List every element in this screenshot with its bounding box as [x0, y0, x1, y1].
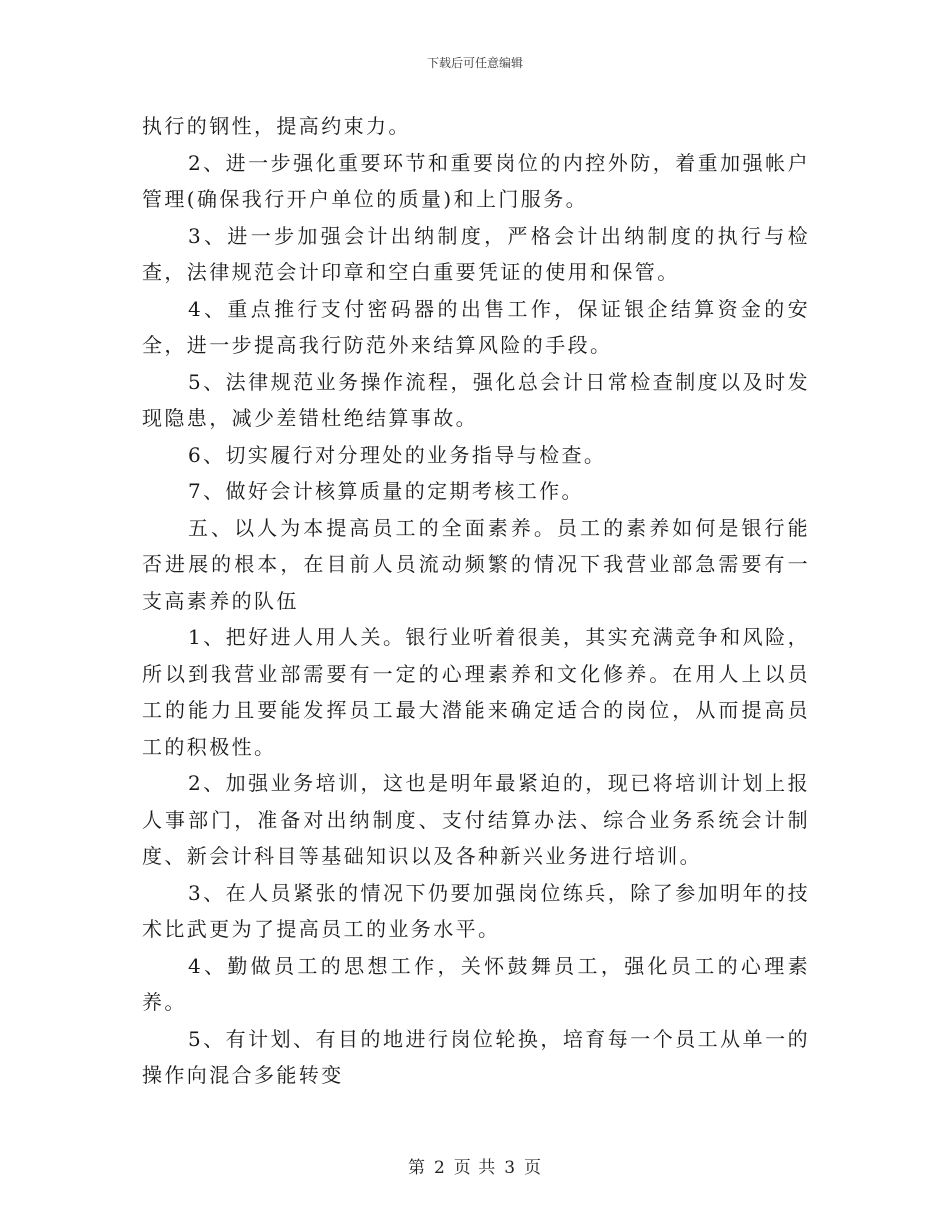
paragraph: 5、有计划、有目的地进行岗位轮换，培育每一个员工从单一的操作向混合多能转变 — [142, 1026, 810, 1087]
paragraph: 2、进一步强化重要环节和重要岗位的内控外防，着重加强帐户管理(确保我行开户单位的质量)和上门服务。 — [142, 150, 810, 211]
footer-total-pages: 3 — [504, 1158, 517, 1178]
footer-suffix: 页 — [524, 1158, 543, 1178]
paragraph: 6、切实履行对分理处的业务指导与检查。 — [188, 442, 607, 467]
paragraph: 3、进一步加强会计出纳制度，严格会计出纳制度的执行与检查，法律规范会计印章和空白重要凭证的使用和保管。 — [142, 223, 810, 284]
paragraph: 4、勤做员工的思想工作，关怀鼓舞员工，强化员工的心理素养。 — [142, 953, 810, 1014]
paragraph: 1、把好进人用人关。银行业听着很美，其实充满竞争和风险，所以到我营业部需要有一定的心理素养和文化修养。在用人上以员工的能力且要能发挥员工最大潜能来确定适合的岗位，从而提高员工的积极性。 — [142, 625, 810, 759]
paragraph: 7、做好会计核算质量的定期考核工作。 — [188, 479, 584, 503]
paragraph: 4、重点推行支付密码器的出售工作，保证银企结算资金的安全，进一步提高我行防范外来结算风险的手段。 — [142, 296, 810, 357]
paragraph: 2、加强业务培训，这也是明年最紧迫的，现已将培训计划上报人事部门，准备对出纳制度、支付结算办法、综合业务系统会计制度、新会计科目等基础知识以及各种新兴业务进行培训。 — [142, 771, 810, 868]
footer-middle: 页 共 — [453, 1158, 497, 1178]
paragraph: 3、在人员紧张的情况下仍要加强岗位练兵，除了参加明年的技术比武更为了提高员工的业务水平。 — [142, 880, 810, 941]
section-heading-paragraph: 五、以人为本提高员工的全面素养。员工的素养如何是银行能否进展的根本，在目前人员流动频繁的情况下我营业部急需要有一支高素养的队伍 — [142, 515, 810, 613]
document-body — [142, 108, 810, 1094]
page-footer — [0, 1153, 950, 1178]
footer-prefix: 第 — [407, 1158, 426, 1178]
page-header: 下载后可任意编辑 — [426, 56, 523, 70]
footer-page-number: 2 — [433, 1158, 446, 1178]
paragraph: 执行的钢性，提高约束力。 — [142, 114, 411, 138]
paragraph: 5、法律规范业务操作流程，强化总会计日常检查制度以及时发现隐患，减少差错杜绝结算事故。 — [142, 369, 810, 430]
